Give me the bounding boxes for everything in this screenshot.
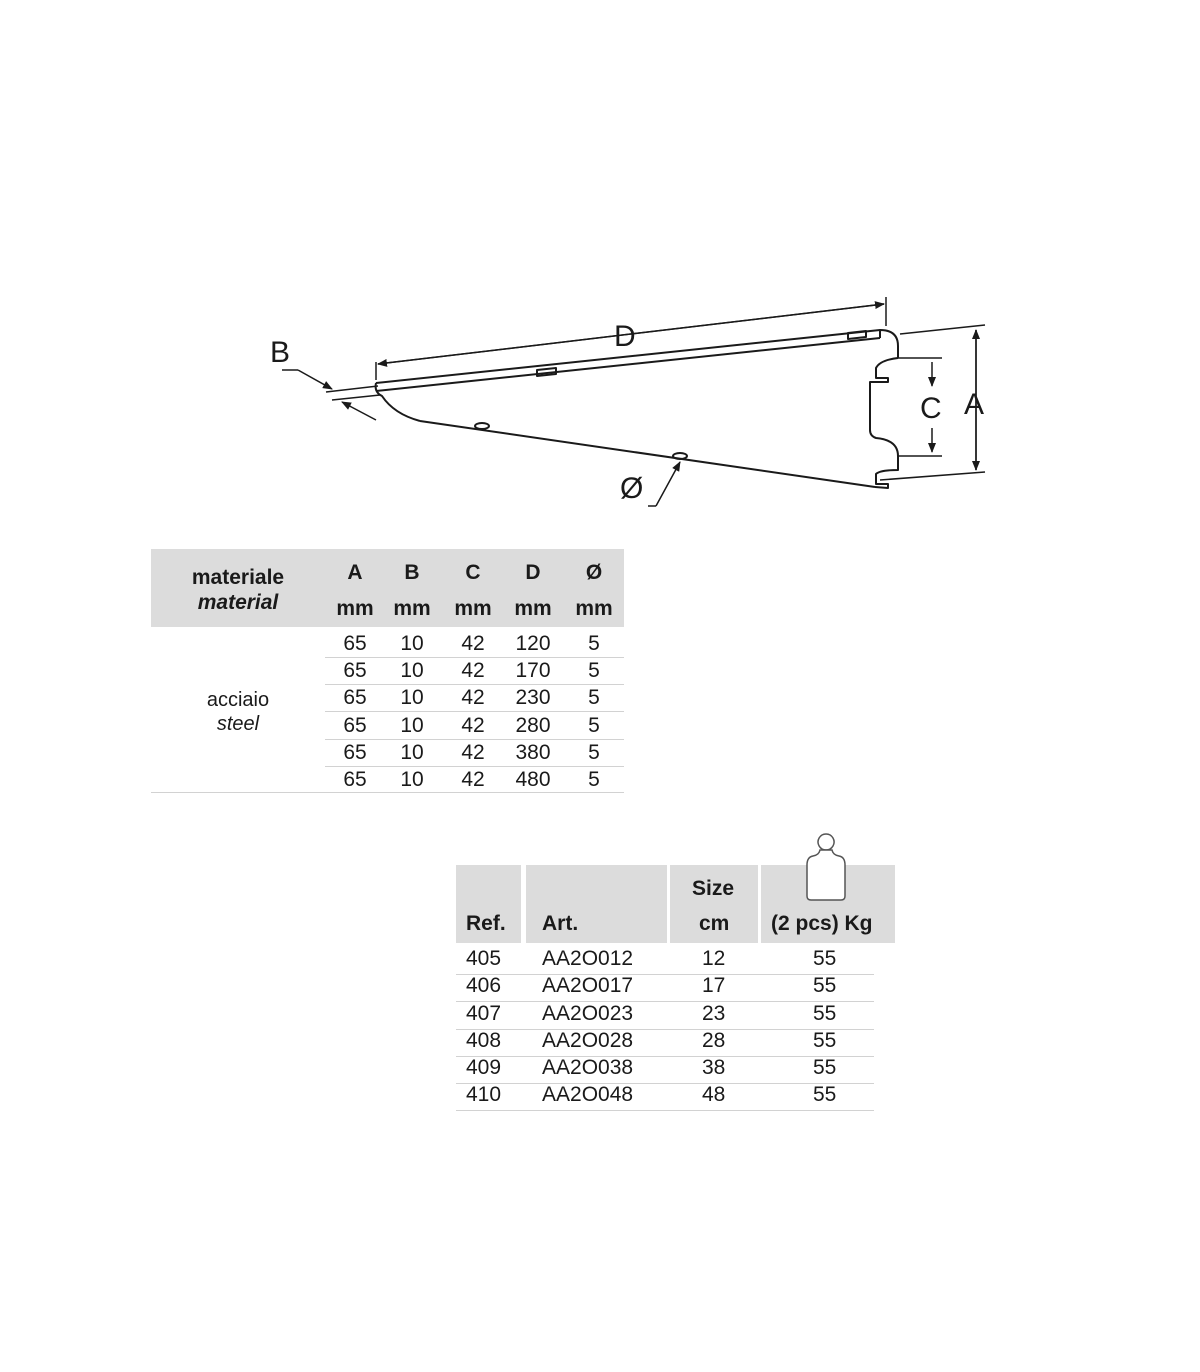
cell-art: AA2O038 [542, 1056, 634, 1079]
art-header-cell [526, 865, 667, 943]
cell-size: 23 [702, 1002, 726, 1025]
cell-art: AA2O017 [542, 974, 634, 997]
cell-c: 42 [461, 768, 485, 791]
table-row [325, 630, 624, 658]
size-header: Size [692, 877, 735, 900]
cell-c: 42 [461, 659, 485, 682]
dim-label-d: D [614, 320, 636, 353]
table-row [456, 1029, 874, 1057]
cell-load: 55 [813, 974, 837, 997]
cell-ref: 407 [466, 1002, 502, 1025]
cell-a: 65 [343, 632, 367, 655]
bracket-outline [376, 330, 898, 488]
ref-header-cell [456, 865, 521, 943]
cell-d: 480 [515, 768, 551, 791]
table-row [456, 1083, 874, 1111]
size-header-cell [670, 865, 758, 943]
cell-b: 10 [400, 632, 424, 655]
table-row [456, 947, 874, 975]
cell-diameter: 5 [588, 768, 600, 791]
cell-size: 48 [702, 1083, 726, 1106]
table-row [325, 657, 624, 685]
cell-diameter: 5 [588, 686, 600, 709]
spec-table [151, 549, 624, 794]
col-a-unit: mm [336, 597, 374, 620]
cell-diameter: 5 [588, 741, 600, 764]
cell-a: 65 [343, 659, 367, 682]
spec-table-body [151, 627, 624, 794]
cell-diameter: 5 [588, 632, 600, 655]
table-row [456, 1056, 874, 1084]
cell-load: 55 [813, 947, 837, 970]
cell-art: AA2O023 [542, 1002, 634, 1025]
cell-d: 170 [515, 659, 551, 682]
cell-art: AA2O048 [542, 1083, 634, 1106]
cell-diameter: 5 [588, 659, 600, 682]
dim-label-a: A [964, 388, 985, 421]
cell-b: 10 [400, 659, 424, 682]
cell-a: 65 [343, 686, 367, 709]
cell-ref: 409 [466, 1056, 502, 1079]
col-a-header: A [347, 561, 363, 584]
material-it: acciaio [206, 689, 270, 711]
cell-ref: 408 [466, 1029, 502, 1052]
cell-art: AA2O012 [542, 947, 634, 970]
material-header-it: materiale [191, 566, 285, 589]
cell-a: 65 [343, 741, 367, 764]
cell-a: 65 [343, 714, 367, 737]
col-d-unit: mm [514, 597, 552, 620]
cell-b: 10 [400, 714, 424, 737]
table-row [325, 712, 624, 740]
material-en: steel [216, 713, 260, 735]
weight-icon [801, 830, 851, 904]
cell-b: 10 [400, 686, 424, 709]
cell-ref: 410 [466, 1083, 502, 1106]
load-header: (2 pcs) Kg [771, 912, 873, 935]
col-diameter-unit: mm [575, 597, 613, 620]
cell-size: 28 [702, 1029, 726, 1052]
table-row [325, 739, 624, 767]
col-diameter-header: Ø [585, 561, 603, 584]
col-b-header: B [404, 561, 420, 584]
cell-load: 55 [813, 1002, 837, 1025]
cell-c: 42 [461, 741, 485, 764]
bracket-drawing [0, 0, 1200, 540]
cell-d: 230 [515, 686, 551, 709]
dim-label-diameter: Ø [620, 472, 644, 505]
cell-size: 12 [702, 947, 726, 970]
art-header: Art. [542, 912, 579, 935]
cell-b: 10 [400, 768, 424, 791]
ref-header: Ref. [466, 912, 506, 935]
table-row [325, 684, 624, 712]
table-row [456, 1002, 874, 1030]
cell-diameter: 5 [588, 714, 600, 737]
cell-c: 42 [461, 632, 485, 655]
cell-load: 55 [813, 1056, 837, 1079]
cell-d: 380 [515, 741, 551, 764]
dim-label-c: C [920, 392, 942, 425]
cell-c: 42 [461, 686, 485, 709]
cell-d: 280 [515, 714, 551, 737]
table-row [456, 974, 874, 1002]
cell-load: 55 [813, 1083, 837, 1106]
cell-art: AA2O028 [542, 1029, 634, 1052]
size-unit-header: cm [699, 912, 730, 935]
table-row [325, 766, 624, 793]
col-c-unit: mm [454, 597, 492, 620]
spec-table-bottom-rule [151, 792, 624, 793]
cell-b: 10 [400, 741, 424, 764]
material-cell [151, 688, 325, 736]
cell-size: 17 [702, 974, 726, 997]
col-c-header: C [465, 561, 481, 584]
cell-a: 65 [343, 768, 367, 791]
cell-c: 42 [461, 714, 485, 737]
cell-ref: 405 [466, 947, 502, 970]
spec-table-header [151, 549, 624, 627]
dim-label-b: B [270, 336, 291, 369]
cell-load: 55 [813, 1029, 837, 1052]
material-header-en: material [197, 591, 279, 614]
col-b-unit: mm [393, 597, 431, 620]
col-d-header: D [525, 561, 541, 584]
cell-d: 120 [515, 632, 551, 655]
cell-ref: 406 [466, 974, 502, 997]
cell-size: 38 [702, 1056, 726, 1079]
